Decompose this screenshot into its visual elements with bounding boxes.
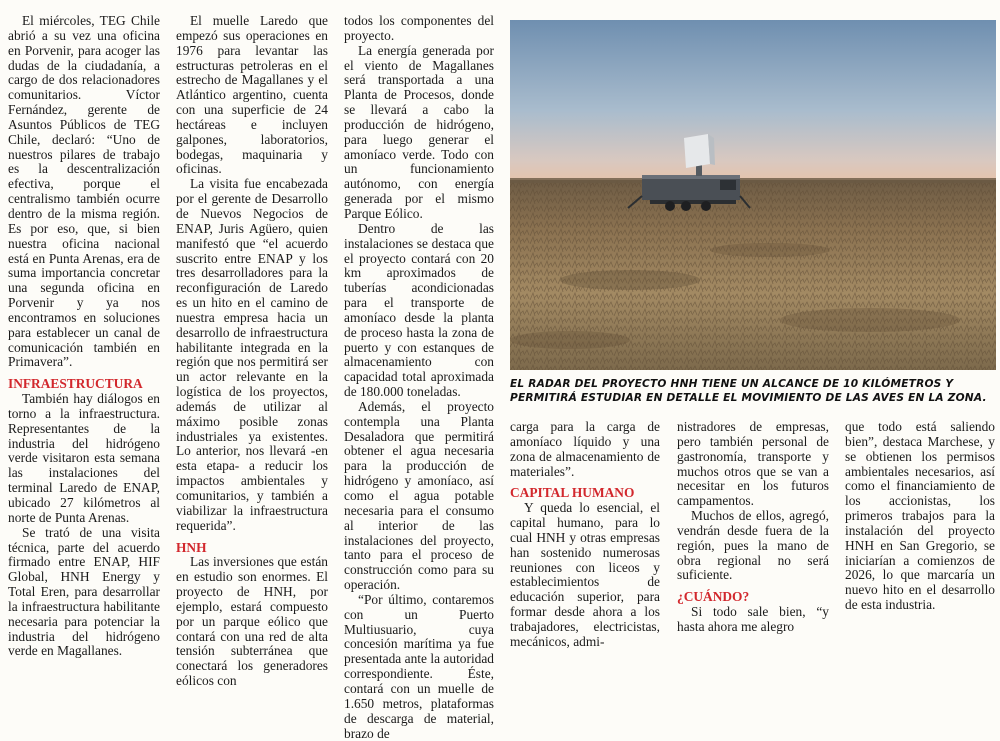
radar-trailer-on-steppe-icon: [510, 20, 996, 370]
article-column-5: [677, 419, 829, 634]
paragraph: “Por último, contaremos con un Puerto Multiusuario, cuya concesión marítima ya fue presentada ante la autoridad correspondiente. Éste, contará con un muelle de 1.650 metros, plataformas de descarga de material, brazo de: [344, 591, 494, 741]
paragraph: Además, el proyecto contempla una Planta Desaladora que permitirá obtener el agua necesaria para la producción de hidrógeno y amoníaco, así como el agua potable necesaria para el consumo al interior de las instalaciones del proyecto, tanto para el proceso de construcción como para su operación.: [344, 398, 494, 593]
paragraph: La energía generada por el viento de Magallanes será transportada a una Planta de Procesos, donde se llevará a cabo la producción de hidrógeno, para luego generar el amoníaco verde. Todo con un funcionamiento autónomo, con energía generada por el mismo Parque Eólico.: [344, 42, 494, 221]
paragraph: También hay diálogos en torno a la infraestructura. Representantes de la industria del hidrógeno verde visitaron esta semana las instalaciones del terminal Laredo de ENAP, ubicado 27 kilómetros al norte de Punta Arenas.: [8, 391, 160, 525]
article-column-6: [845, 419, 995, 613]
article-column-4: [510, 419, 660, 649]
paragraph: que todo está saliendo bien”, destaca Marchese, y se obtienen los permisos ambientales necesarios, así como el financiamiento de los accionistas, los primeros trabajos para la instalación del proyecto HNH en San Gregorio, se iniciarían a comienzos de 2026, lo que marcaría un nuevo hito en el desarrollo de esta industria.: [845, 419, 995, 613]
paragraph: Dentro de las instalaciones se destaca que el proyecto contará con 20 km aproximados de tuberías acondicionadas para el transporte de amoníaco desde la planta de proceso hasta la zona de puerto y con estanques de almacenamiento con capacidad total aproximada de 180.000 toneladas.: [344, 220, 494, 400]
section-heading-infraestructura: INFRAESTRUCTURA: [8, 376, 143, 392]
section-heading-hnh: HNH: [176, 539, 207, 555]
paragraph: todos los componentes del proyecto.: [344, 13, 494, 43]
paragraph: Muchos de ellos, agregó, vendrán desde fuera de la región, pues la mano de obra regional no será suficiente.: [677, 508, 829, 583]
paragraph: nistradores de empresas, pero también personal de gastronomía, transporte y muchos otros que se van a necesitar en los futuros campamentos.: [677, 419, 829, 509]
paragraph: Si todo sale bien, “y hasta ahora me alegro: [677, 604, 829, 634]
paragraph: Las inversiones que están en estudio son enormes. El proyecto de HNH, por ejemplo, estará compuesto por un parque eólico que contará con una red de alta tensión subterránea que conectará los generadores eólicos con: [176, 554, 328, 689]
paragraph: carga para la carga de amoníaco líquido y una zona de almacenamiento de materiales”.: [510, 419, 660, 479]
paragraph: La visita fue encabezada por el gerente de Desarrollo de Nuevos Negocios de ENAP, Juris Agüero, quien manifestó que “el acuerdo suscrito entre ENAP y los tres desarrolladores para la reconfiguración de Laredo es un hito en el camino de nuestra empresa hacia un desarrollo de infraestructura habilitante integrada en la región que nos permitirá ser un actor relevante en la logística de los proyectos, además de utilizar al máximo posible zonas industriales ya existentes. Lo anterior, nos llevará -en esta etapa- a reducir los impactos ambientales y comunitarios, y también a viabilizar la infraestructura requerida”.: [176, 176, 328, 533]
radar-photo: [510, 20, 996, 370]
photo-caption: EL RADAR DEL PROYECTO HNH TIENE UN ALCANCE DE 10 KILÓMETROS Y PERMITIRÁ ESTUDIAR EN DETALLE EL MOVIMIENTO DE LAS AVES EN LA ZONA.: [510, 378, 987, 404]
paragraph: El miércoles, TEG Chile abrió a su vez una oficina en Porvenir, para acoger las dudas de la ciudadanía, a cargo de dos relacionadores comunitarios. Víctor Fernández, gerente de Asuntos Públicos de TEG Chile, declaró: “Uno de nuestros pilares de trabajo es la descentralización efectiva, porque el centralismo también ocurre dentro de la misma región. Es por eso, que, si bien nuestra oficina nacional está en Punta Arenas, era de suma importancia concretar una segunda oficina en Porvenir y ya nos encontramos en soluciones para establecer un canal de comunicación también en Primavera”.: [8, 13, 160, 370]
section-heading-cuando: ¿CUÁNDO?: [677, 589, 750, 605]
paragraph: El muelle Laredo que empezó sus operaciones en 1976 para levantar las estructuras petroleras en el estrecho de Magallanes y el Atlántico argentino, cuenta con una superficie de 24 hectáreas e incluyen galpones, laboratorios, bodegas, maquinaria y oficinas.: [176, 13, 328, 177]
paragraph: Se trató de una visita técnica, parte del acuerdo firmado entre ENAP, HIF Global, HNH Energy y Total Eren, para desarrollar la infraestructura habilitante necesaria para potenciar la industria del hidrógeno verde en Magallanes.: [8, 524, 160, 659]
section-heading-capital-humano: CAPITAL HUMANO: [510, 485, 635, 501]
article-column-1: [8, 13, 160, 659]
article-column-2: [176, 13, 328, 689]
article-column-3: [344, 13, 494, 741]
paragraph: Y queda lo esencial, el capital humano, para lo cual HNH y otras empresas han sostenido numerosas reuniones con liceos y establecimientos de educación superior, para formar desde ahora a los trabajadores, electricistas, mecánicos, admi-: [510, 500, 660, 649]
